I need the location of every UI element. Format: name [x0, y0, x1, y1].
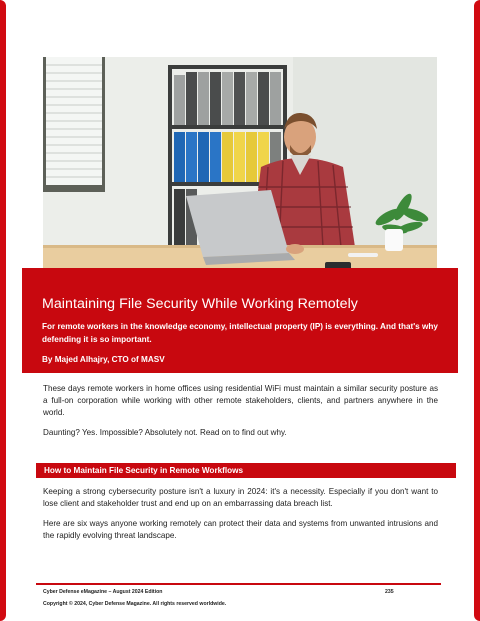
- footer-edition: Cyber Defense eMagazine – August 2024 Edition: [43, 589, 163, 595]
- section-heading: How to Maintain File Security in Remote Workflows: [36, 463, 456, 478]
- body-paragraph: Keeping a strong cybersecurity posture isn't a luxury in 2024: it's a necessity. Especially if you don't want to lose client and stakeholder trust and end up on an embarrassing data breach list.: [43, 487, 438, 509]
- body-paragraph: These days remote workers in home offices using residential WiFi must maintain a similar security posture as a full-on corporation while working with other remote stakeholders, clients, and partners anywhere in the world.: [43, 384, 438, 418]
- article-byline: By Majed Alhajry, CTO of MASV: [42, 355, 165, 364]
- article-title: Maintaining File Security While Working Remotely: [42, 296, 358, 312]
- hero-photo: [43, 57, 437, 279]
- right-edge-bar: [474, 0, 480, 621]
- page-number: 235: [385, 589, 394, 595]
- footer-copyright: Copyright © 2024, Cyber Defense Magazine. All rights reserved worldwide.: [43, 601, 227, 607]
- article-lede: For remote workers in the knowledge economy, intellectual property (IP) is everything. And that's why defending it is so important.: [42, 322, 438, 344]
- body-paragraph: Here are six ways anyone working remotely can protect their data and systems from unwanted intrusions and the rapidly evolving threat landscape.: [43, 519, 438, 541]
- body-paragraph: Daunting? Yes. Impossible? Absolutely not. Read on to find out why.: [43, 428, 287, 437]
- title-banner: [22, 268, 458, 373]
- left-edge-bar: [0, 0, 6, 621]
- footer-divider: [36, 583, 441, 585]
